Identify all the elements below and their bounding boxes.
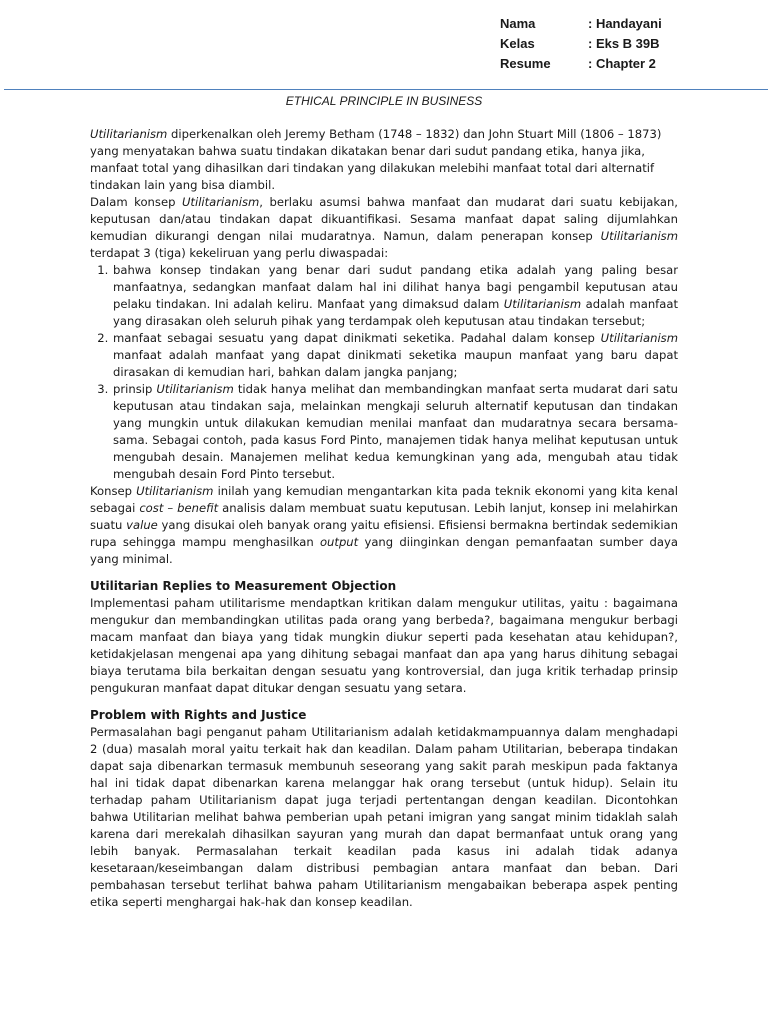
intro2-term-2: Utilitarianism: [600, 229, 678, 243]
konsep-text-e: yang diinginkan dengan pemanfaatan sumber daya yang minimal.: [90, 535, 678, 566]
intro2-text-c: terdapat 3 (tiga) kekeliruan yang perlu diwaspadai:: [90, 246, 389, 260]
item2-text-a: manfaat sebagai sesuatu yang dapat dinikmati seketika. Padahal dalam konsep: [113, 331, 601, 345]
kelas-row: [500, 34, 662, 54]
document-body: [90, 126, 678, 911]
intro-text: diperkenalkan oleh Jeremy Betham (1748 – 1832) dan John Stuart Mill (1806 – 1873) yang menyatakan bahwa suatu tindakan dikatakan benar dari sudut pandang etika, hanya jika, manfaat total yang dihasilkan dari tindakan yang dilakukan melebihi manfaat total dari alternatif tindakan lain yang bisa diambil.: [90, 127, 662, 192]
list-item: [112, 330, 678, 381]
section-heading-measurement: Utilitarian Replies to Measurement Objection: [90, 579, 397, 593]
section-body-rights: Permasalahan bagi penganut paham Utilitarianism adalah ketidakmampuannya dalam menghadapi 2 (dua) masalah moral yaitu terkait hak dan keadilan. Dalam paham Utilitarian, beberapa tindakan dapat saja dibenarkan termasuk membunuh seseorang yang sakit parah meskipun pada faktanya hal ini tidak dapat dibenarkan karena melanggar hak orang tersebut (untuk hidup). Selain itu terhadap paham Utilitarianism dapat juga terjadi pertentangan dengan keadilan. Dicontohkan bahwa Utilitarian melihat bahwa pemberian upah petani imigran yang sangat minim tidaklah salah karena dari merekalah dihasilkan sayuran yang murah dan dapat bermanfaat untuk orang yang lebih banyak. Permasalahan terkait keadilan pada kasus ini adalah tidak adanya kesetaraan/keseimbangan dalam distribusi pembagian antara manfaat dan beban. Dari pembahasan tersebut terlihat bahwa paham Utilitarianism mengabaikan beberapa aspek penting etika seperti menghargai hak-hak dan konsep keadilan.: [90, 725, 678, 909]
item3-term: Utilitarianism: [156, 382, 234, 396]
nama-value: : Handayani: [588, 16, 662, 31]
konsep-term-4: output: [319, 535, 359, 549]
konsep-text-b: inilah yang kemudian mengantarkan kita pada teknik ekonomi yang kita kenal sebagai: [90, 484, 678, 515]
document-title: ETHICAL PRINCIPLE IN BUSINESS: [285, 94, 483, 108]
item3-text-a: prinsip: [113, 382, 157, 396]
konsep-text-a: Konsep: [90, 484, 137, 498]
list-item: [112, 262, 678, 330]
intro-paragraph-1: [90, 126, 678, 194]
nama-row: [500, 14, 662, 34]
intro2-text-a: Dalam konsep: [90, 195, 182, 209]
item1-term: Utilitarianism: [503, 297, 582, 311]
item3-text-b: tidak hanya melihat dan membandingkan manfaat serta mudarat dari satu keputusan atau tindakan saja, melainkan mengkaji seluruh alternatif keputusan dan tindakan yang mungkin untuk dilakukan kemudian menilai manfaat dan mudaratnya secara bersama-sama. Sebagai contoh, pada kasus Ford Pinto, manajemen tidak hanya melihat keputusan untuk mengubah desain. Manajemen melihat kedua kemungkinan yang ada, mengubah atau tidak mengubah desain Ford Pinto tersebut.: [113, 382, 678, 481]
intro-paragraph-2: [90, 194, 678, 262]
intro2-text-b: , berlaku asumsi bahwa manfaat dan mudarat dari suatu kebijakan, keputusan dan/atau tindakan dapat dikuantifikasi. Sesama manfaat dapat saling dijumlahkan kemudian dikurangi dengan nilai mudaratnya. Namun, dalam penerapan konsep: [90, 195, 678, 243]
header-divider: [4, 89, 768, 90]
resume-row: [500, 54, 662, 74]
kelas-label: Kelas: [500, 36, 535, 51]
konsep-term-1: Utilitarianism: [136, 484, 214, 498]
resume-label: Resume: [500, 56, 551, 71]
section-body-measurement: Implementasi paham utilitarisme mendaptkan kritikan dalam mengukur utilitas, yaitu : bagaimana mengukur dan membandingkan utilitas pada orang yang berbeda?, bagaimana mengukur berbagi macam manfaat dan biaya yang tidak mungkin diukur seperti pada kesehatan atau kehidupan?, ketidakjelasan mengenai apa yang dihitung sebagai manfaat dan apa yang harus dihitung sebagai biaya terutama bila berkaitan dengan sesuatu yang kontroversial, dan juga kritik terhadap prinsip pengukuran manfaat dapat ditukar dengan sesuatu yang setara.: [90, 596, 678, 695]
intro2-term: Utilitarianism: [181, 195, 260, 209]
student-info: [500, 14, 662, 74]
item1-text-b: adalah manfaat yang dirasakan oleh seluruh pihak yang terdampak oleh keputusan atau tindakan tersebut;: [113, 297, 678, 328]
list-item: [112, 381, 678, 483]
konsep-term-2: cost – benefit: [139, 501, 219, 515]
konsep-paragraph: [90, 483, 678, 568]
section-heading-rights: Problem with Rights and Justice: [90, 708, 307, 722]
konsep-term-3: value: [126, 518, 158, 532]
resume-value: : Chapter 2: [588, 56, 656, 71]
konsep-text-c: analisis dalam membuat suatu keputusan. Lebih lanjut, konsep ini melahirkan suatu: [90, 501, 678, 532]
misconception-list: [90, 262, 678, 483]
konsep-text-d: yang disukai oleh banyak orang yaitu efisiensi. Efisiensi bermakna bertindak sedemikian rupa sehingga mampu menghasilkan: [90, 518, 678, 549]
item1-text-a: bahwa konsep tindakan yang benar dari sudut pandang etika adalah yang paling besar manfaatnya, sedangkan manfaat dalam hal ini dilihat hanya bagi pengambil keputusan atau pelaku tindakan. Ini adalah keliru. Manfaat yang dimaksud dalam: [113, 263, 678, 311]
item2-term: Utilitarianism: [600, 331, 678, 345]
kelas-value: : Eks B 39B: [588, 36, 660, 51]
nama-label: Nama: [500, 16, 536, 31]
intro-term: Utilitarianism: [90, 127, 168, 141]
item2-text-b: manfaat adalah manfaat yang dapat dinikmati seketika maupun manfaat yang baru dapat dirasakan di kemudian hari, bahkan dalam jangka panjang;: [113, 348, 678, 379]
